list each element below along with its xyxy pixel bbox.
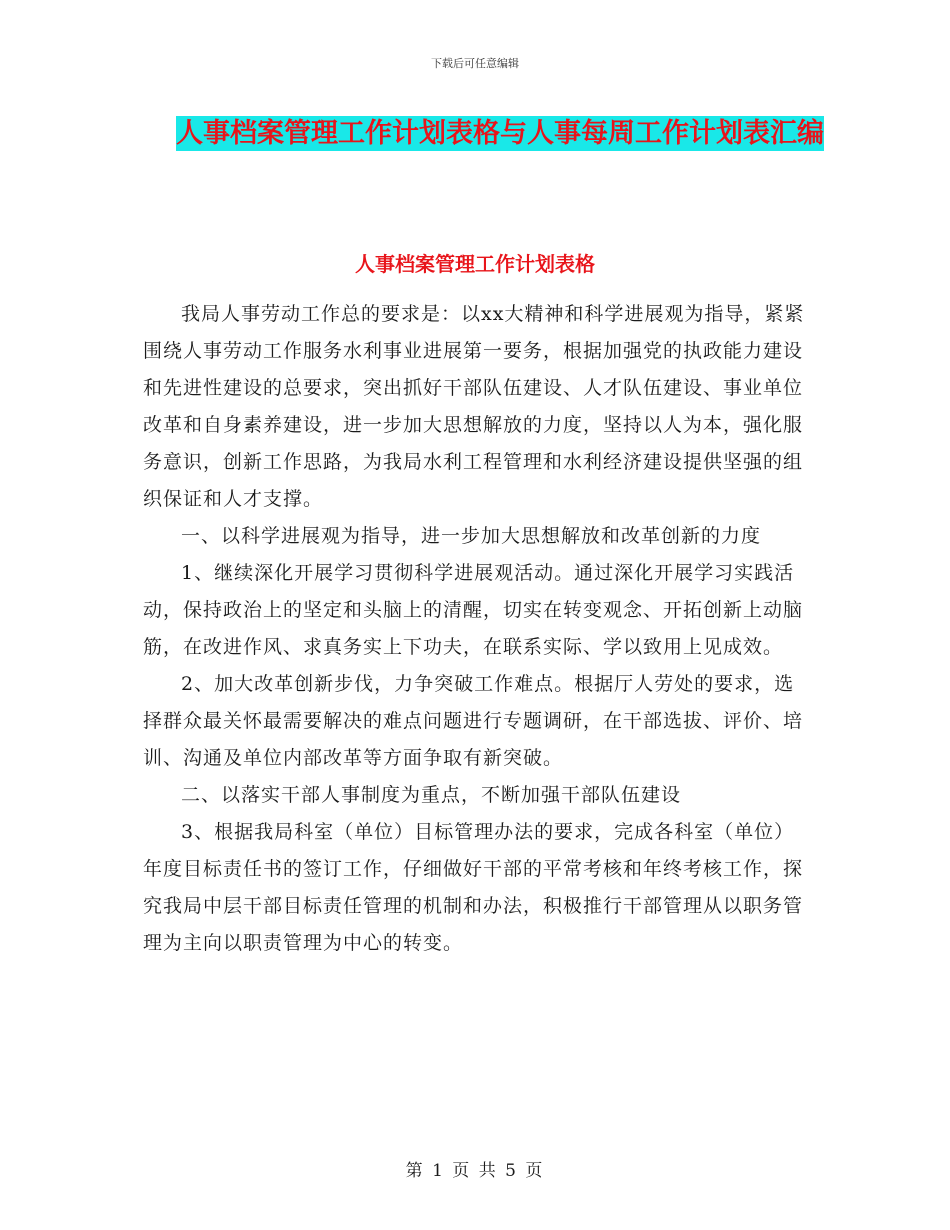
document-body: [143, 296, 813, 962]
paragraph: 我局人事劳动工作总的要求是：以xx大精神和科学进展观为指导，紧紧围绕人事劳动工作服务水利事业进展第一要务，根据加强党的执政能力建设和先进性建设的总要求，突出抓好干部队伍建设、人才队伍建设、事业单位改革和自身素养建设，进一步加大思想解放的力度，坚持以人为本，强化服务意识，创新工作思路，为我局水利工程管理和水利经济建设提供坚强的组织保证和人才支撑。: [143, 303, 805, 510]
document-title-text: 人事档案管理工作计划表格与人事每周工作计划表汇编: [176, 118, 824, 149]
paragraph: 2、加大改革创新步伐，力争突破工作难点。根据厅人劳处的要求，选择群众最关怀最需要解决的难点问题进行专题调研，在干部选拔、评价、培训、沟通及单位内部改革等方面争取有新突破。: [143, 673, 804, 769]
paragraph: 一、以科学进展观为指导，进一步加大思想解放和改革创新的力度: [181, 525, 762, 547]
document-title: [150, 110, 850, 158]
header-note: 下载后可任意编辑: [431, 57, 519, 70]
paragraph: 二、以落实干部人事制度为重点，不断加强干部队伍建设: [181, 784, 682, 806]
page-number: 第 1 页 共 5 页: [405, 1161, 545, 1181]
paragraph: 3、根据我局科室（单位）目标管理办法的要求，完成各科室（单位）年度目标责任书的签订工作，仔细做好干部的平常考核和年终考核工作，探究我局中层干部目标责任管理的机制和办法，积极推行干部管理从以职务管理为主向以职责管理为中心的转变。: [143, 821, 804, 954]
paragraph: 1、继续深化开展学习贯彻科学进展观活动。通过深化开展学习实践活动，保持政治上的坚定和头脑上的清醒，切实在转变观念、开拓创新上动脑筋，在改进作风、求真务实上下功夫，在联系实际、学以致用上见成效。: [143, 562, 804, 658]
section-title: 人事档案管理工作计划表格: [355, 252, 595, 276]
